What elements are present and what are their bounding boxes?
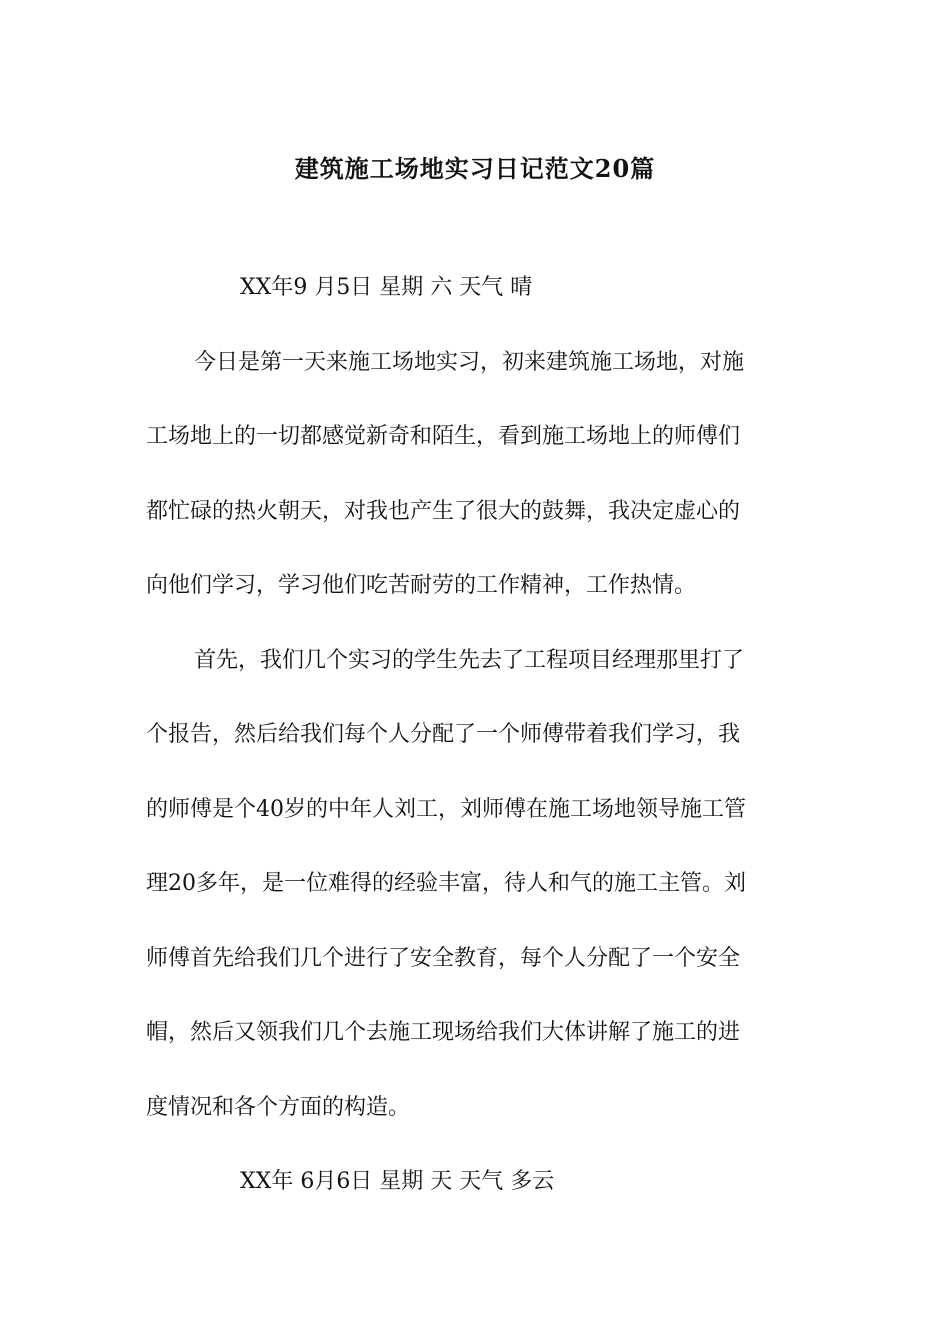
document-title: 建筑施工场地实习日记范文20篇 [294, 154, 656, 184]
entry-paragraph: 今日是第一天来施工场地实习，初来建筑施工场地，对施 工场地上的一切都感觉新奇和陌生，看到施工场地上的师傅们 都忙碌的热火朝天，对我也产生了很大的鼓舞，我决定虚心的 向他们学习，学习他们吃苦耐劳的工作精神，工作热情。 [146, 349, 745, 598]
document-body [146, 251, 806, 1220]
entry-date-line: XX年9 月5日 星期 六 天气 晴 [240, 275, 533, 300]
entry-date-line: XX年 6月6日 星期 天 天气 多云 [240, 1169, 555, 1194]
entry-paragraph: 首先，我们几个实习的学生先去了工程项目经理那里打了 个报告，然后给我们每个人分配了一个师傅带着我们学习，我 的师傅是个40岁的中年人刘工，刘师傅在施工场地领导施工管 理20多年，是一位难得的经验丰富，待人和气的施工主管。刘 师傅首先给我们几个进行了安全教育，每个人分配了一个安全 帽，然后又领我们几个去施工现场给我们大体讲解了施工的进 度情况和各个方面的构造。 [146, 647, 746, 1120]
